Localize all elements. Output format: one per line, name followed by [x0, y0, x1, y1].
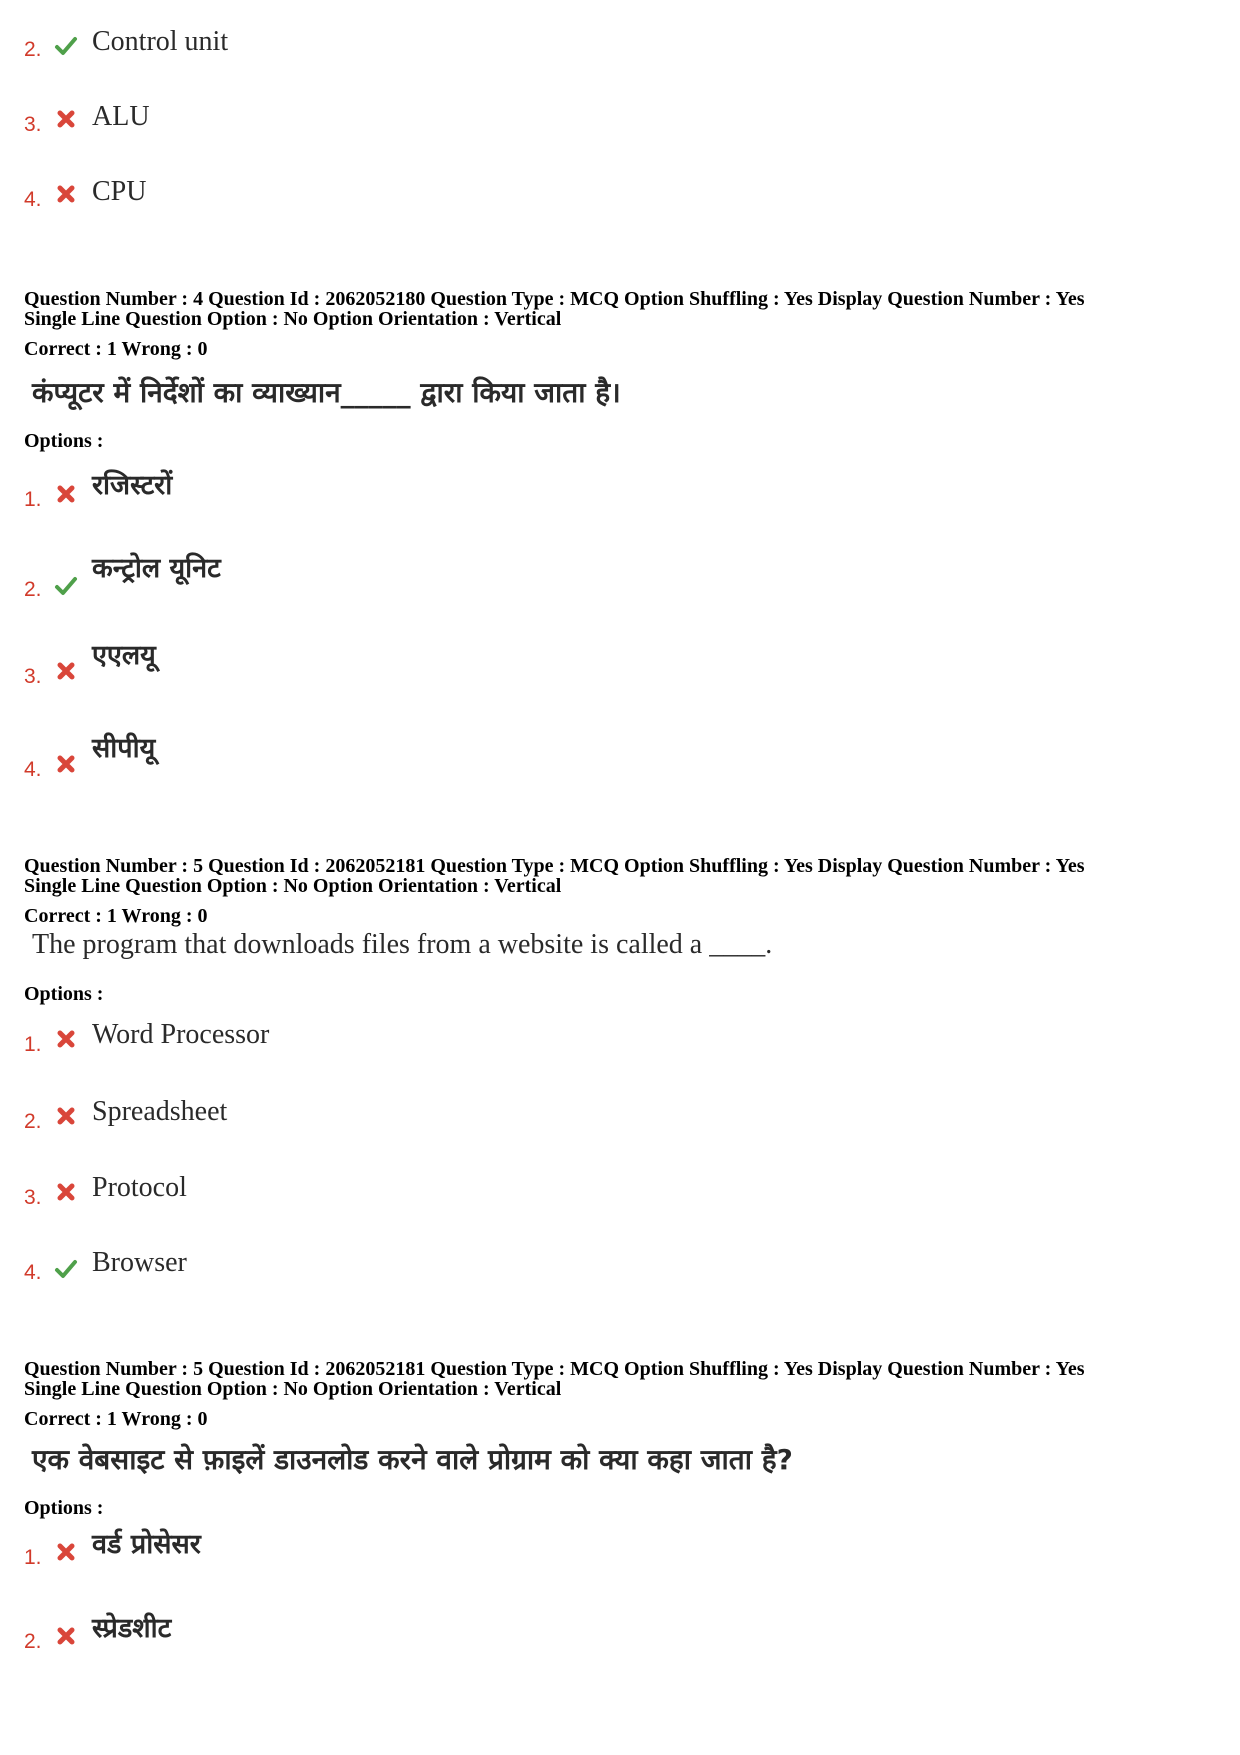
question-score: Correct : 1 Wrong : 0 [24, 1408, 208, 1430]
cross-icon [54, 107, 78, 131]
options-label: Options : [24, 983, 104, 1005]
question-meta-2: Single Line Question Option : No Option Orientation : Vertical [24, 308, 562, 330]
question-meta: Question Number : 4 Question Id : 2062052180 Question Type : MCQ Option Shuffling : Yes Display Question Number : Yes [24, 288, 1085, 310]
option-number: 3. [24, 665, 42, 688]
question-meta: Question Number : 5 Question Id : 2062052181 Question Type : MCQ Option Shuffling : Yes Display Question Number : Yes [24, 1358, 1085, 1380]
question-text: The program that downloads files from a website is called a ____. [32, 929, 773, 960]
option-text: Word Processor [92, 1019, 270, 1050]
option-text: CPU [92, 176, 147, 207]
option-number: 2. [24, 38, 42, 61]
option-text: Control unit [92, 26, 229, 57]
option-number: 2. [24, 578, 42, 601]
cross-icon [54, 1104, 78, 1128]
option-text: स्प्रेडशीट [92, 1613, 172, 1644]
option-number: 1. [24, 1546, 42, 1569]
option-number: 1. [24, 488, 42, 511]
question-text: एक वेबसाइट से फ़ाइलें डाउनलोड करने वाले प्रोग्राम को क्या कहा जाता है? [32, 1443, 793, 1476]
option-number: 3. [24, 1186, 42, 1209]
option-text: कन्ट्रोल यूनिट [92, 553, 221, 584]
question-meta-2: Single Line Question Option : No Option Orientation : Vertical [24, 875, 562, 897]
option-text: वर्ड प्रोसेसर [92, 1529, 201, 1560]
option-text: ALU [92, 101, 150, 132]
options-label: Options : [24, 1497, 104, 1519]
option-text: Spreadsheet [92, 1096, 228, 1127]
cross-icon [54, 1180, 78, 1204]
question-meta: Question Number : 5 Question Id : 2062052181 Question Type : MCQ Option Shuffling : Yes Display Question Number : Yes [24, 855, 1085, 877]
cross-icon [54, 752, 78, 776]
option-number: 2. [24, 1630, 42, 1653]
cross-icon [54, 1540, 78, 1564]
option-text: Protocol [92, 1172, 187, 1203]
check-icon [54, 574, 78, 598]
cross-icon [54, 1027, 78, 1051]
check-icon [54, 34, 78, 58]
cross-icon [54, 1624, 78, 1648]
option-text: Browser [92, 1247, 187, 1278]
option-number: 1. [24, 1033, 42, 1056]
question-text: कंप्यूटर में निर्देशों का व्याख्यान_____ द्वारा किया जाता है। [32, 376, 621, 409]
option-number: 4. [24, 188, 42, 211]
cross-icon [54, 182, 78, 206]
question-score: Correct : 1 Wrong : 0 [24, 905, 208, 927]
option-number: 3. [24, 113, 42, 136]
question-score: Correct : 1 Wrong : 0 [24, 338, 208, 360]
option-number: 4. [24, 1261, 42, 1284]
option-text: एएलयू [92, 640, 156, 671]
option-text: सीपीयू [92, 733, 156, 764]
option-number: 2. [24, 1110, 42, 1133]
option-number: 4. [24, 758, 42, 781]
question-meta-2: Single Line Question Option : No Option Orientation : Vertical [24, 1378, 562, 1400]
check-icon [54, 1257, 78, 1281]
option-text: रजिस्टरों [92, 470, 173, 501]
cross-icon [54, 482, 78, 506]
options-label: Options : [24, 430, 104, 452]
cross-icon [54, 659, 78, 683]
